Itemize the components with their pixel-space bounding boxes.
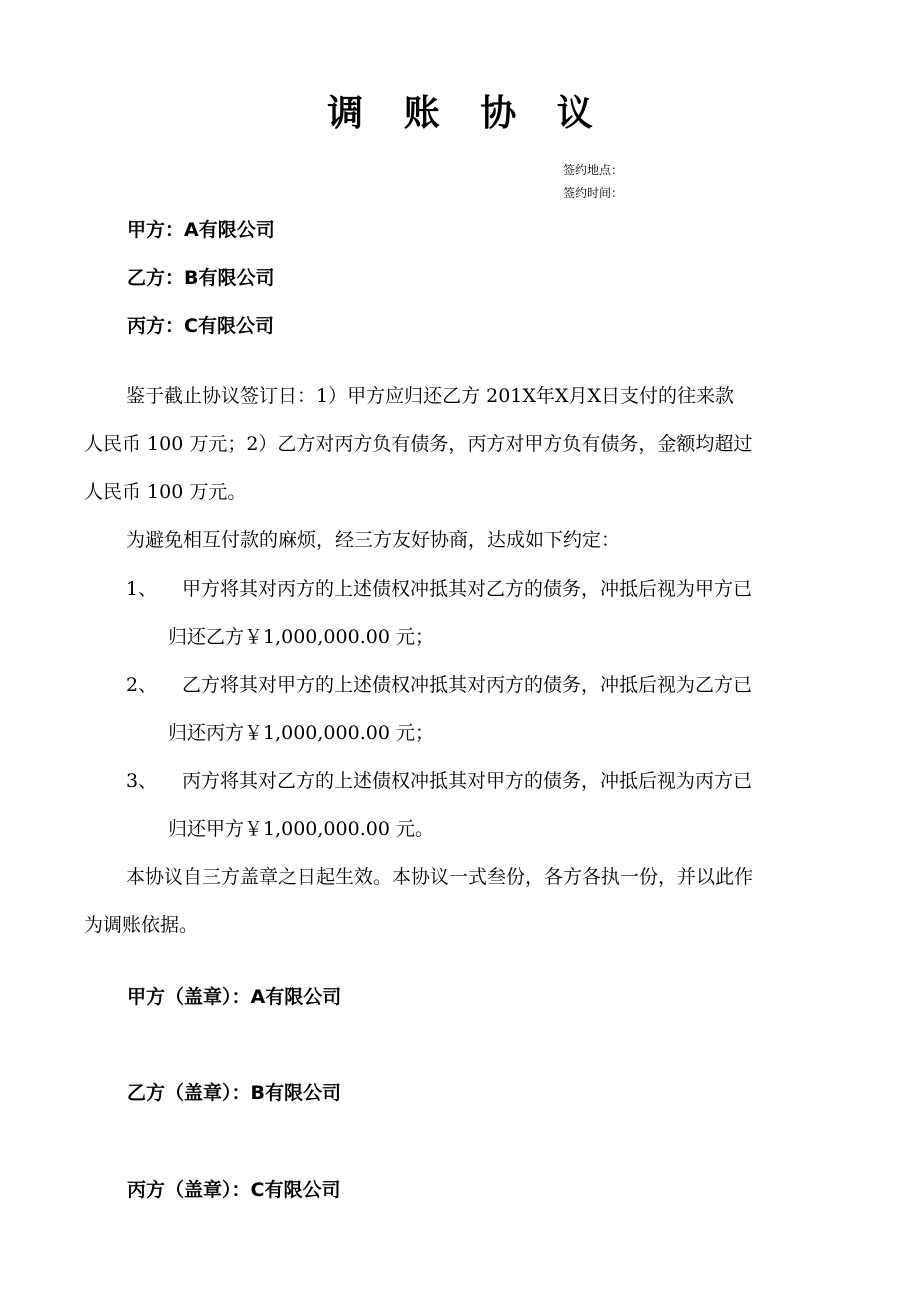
effective-line-2: 为调账依据。	[84, 914, 199, 936]
clause-text-line-1: 乙方将其对甲方的上述债权冲抵其对丙方的债务，冲抵后视为乙方已	[182, 674, 753, 696]
sign-time-label: 签约时间：	[563, 186, 624, 200]
intro-paragraph	[84, 516, 844, 564]
clause-number: 1、	[126, 578, 158, 600]
clause-text-line-1: 甲方将其对丙方的上述债权冲抵其对乙方的债务，冲抵后视为甲方已	[182, 578, 753, 600]
effective-paragraph	[84, 853, 844, 949]
clause-text-line-2: 归还丙方￥1,000,000.00 元；	[168, 722, 434, 744]
intro-text: 为避免相互付款的麻烦，经三方友好协商，达成如下约定：	[126, 529, 621, 551]
effective-line-1: 本协议自三方盖章之日起生效。本协议一式叁份，各方各执一份，并以此作	[126, 866, 754, 888]
signature-party-b: 乙方（盖章）：B有限公司	[127, 1082, 341, 1104]
sign-place-label: 签约地点：	[563, 163, 624, 177]
recital-line-3: 人民币 100 万元。	[84, 481, 247, 503]
recital-paragraph	[84, 372, 844, 516]
party-c: 丙方：C有限公司	[127, 315, 274, 337]
clause-text-line-2: 归还乙方￥1,000,000.00 元；	[168, 626, 434, 648]
party-a: 甲方：A有限公司	[127, 219, 275, 241]
clause-text-line-2: 归还甲方￥1,000,000.00 元。	[168, 818, 434, 840]
party-b: 乙方：B有限公司	[127, 267, 275, 289]
document-title: 调 账 协 议	[327, 93, 607, 134]
clause-text-line-1: 丙方将其对乙方的上述债权冲抵其对甲方的债务，冲抵后视为丙方已	[182, 770, 753, 792]
clause-number: 3、	[126, 770, 158, 792]
recital-line-2: 人民币 100 万元；2）乙方对丙方负有债务，丙方对甲方负有债务，金额均超过	[84, 433, 753, 455]
signature-party-c: 丙方（盖章）：C有限公司	[127, 1179, 341, 1201]
clause-number: 2、	[126, 674, 158, 696]
recital-line-1: 鉴于截止协议签订日：1）甲方应归还乙方 201X年X月X日支付的往来款	[126, 385, 734, 407]
signature-party-a: 甲方（盖章）：A有限公司	[127, 986, 342, 1008]
